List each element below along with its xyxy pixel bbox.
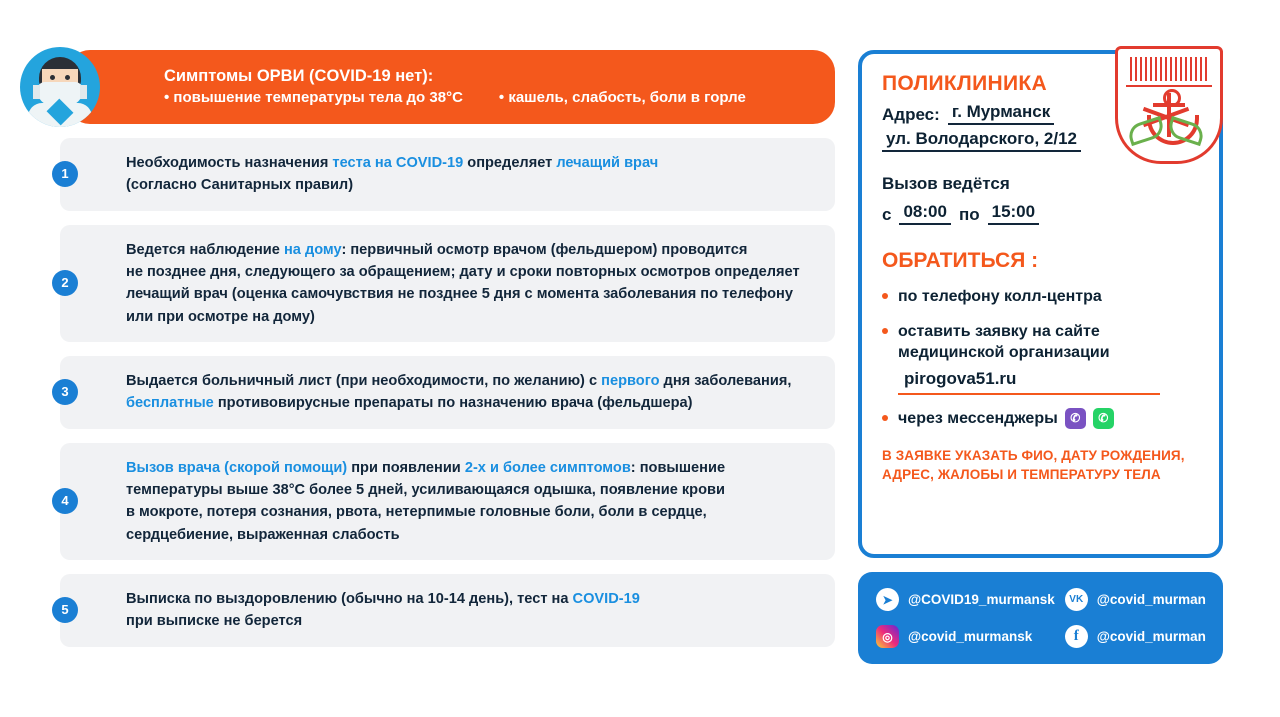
step-text-fragment: в мокроте, потеря сознания, рвота, нетерпимые головные боли, боли в сердце, [126, 504, 707, 521]
left-column [60, 50, 835, 647]
step-text-fragment: сердцебиение, выраженная слабость [126, 526, 400, 543]
step-item [60, 574, 835, 647]
banner-title: Симптомы ОРВИ (COVID-19 нет): [164, 66, 434, 85]
step-item [60, 443, 835, 560]
step-text-fragment: противовирусные препараты по назначению врача (фельдшера) [213, 395, 693, 412]
step-text-fragment: или при осмотре на дому) [126, 308, 315, 325]
step-number-badge: 4 [52, 488, 78, 514]
social-link[interactable] [1065, 588, 1206, 611]
murmansk-coat-of-arms-icon [1115, 46, 1223, 164]
step-item [60, 225, 835, 342]
social-handle: @covid_murman [1096, 592, 1206, 607]
social-link[interactable] [876, 588, 1055, 611]
step-number-badge: 2 [52, 270, 78, 296]
viber-icon[interactable]: ✆ [1065, 408, 1086, 429]
application-note-line: АДРЕС, ЖАЛОБЫ И ТЕМПЕРАТУРУ ТЕЛА [882, 466, 1161, 482]
contact-title: ОБРАТИТЬСЯ : [882, 249, 1039, 272]
to-label: по [958, 205, 980, 224]
clinic-website-link[interactable]: pirogova51.ru [898, 368, 1160, 395]
contact-item-call-center [882, 286, 1199, 308]
steps-list [60, 138, 835, 647]
step-text-fragment: определяет [463, 155, 557, 171]
from-label: с [882, 205, 892, 224]
step-text-fragment: Необходимость назначения [126, 155, 333, 171]
telegram-icon[interactable]: ➤ [876, 588, 899, 611]
step-text-fragment: на дому [283, 241, 342, 258]
whatsapp-icon[interactable]: ✆ [1093, 408, 1114, 429]
address-city: г. Мурманск [948, 102, 1054, 125]
call-hours-block [882, 174, 1199, 225]
banner-symptom-2: • кашель, слабость, боли в горле [498, 89, 746, 107]
social-handle: @covid_murman [1096, 629, 1206, 644]
symptoms-banner [68, 50, 835, 124]
call-label: Вызов ведётся [882, 174, 1010, 193]
step-text-fragment: (согласно Санитарных правил) [126, 177, 354, 194]
banner-symptom-list [164, 89, 817, 108]
right-column [858, 50, 1223, 664]
vk-icon[interactable]: VK [1065, 588, 1088, 611]
step-text-fragment: : повышение [630, 459, 726, 476]
facebook-icon[interactable]: f [1065, 625, 1088, 648]
call-time-row [882, 202, 1199, 225]
contact-item-website [882, 321, 1199, 395]
social-handle: @COVID19_murmansk [908, 592, 1055, 607]
banner-symptom-1: • повышение температуры тела до 38°C [164, 89, 463, 107]
step-text-fragment: : первичный осмотр врачом (фельдшером) проводится [341, 241, 748, 258]
step-text-fragment: лечащий врач [556, 155, 659, 171]
social-handle: @covid_murmansk [908, 629, 1033, 644]
doctor-mask-avatar-icon [20, 47, 100, 127]
step-text-fragment: Выписка по выздоровлению (обычно на 10-14 день), тест на [126, 590, 573, 607]
contact-item-messengers-label: через мессенджеры [898, 409, 1058, 427]
step-text-fragment: дня заболевания, [659, 372, 792, 389]
clinic-card [858, 50, 1223, 558]
step-text [126, 588, 817, 633]
step-number-badge: 1 [52, 161, 78, 187]
social-link[interactable] [876, 625, 1055, 648]
step-text-fragment: при появлении [347, 459, 465, 476]
time-to: 15:00 [988, 202, 1039, 225]
application-note-line: В ЗАЯВКЕ УКАЗАТЬ ФИО, ДАТУ РОЖДЕНИЯ, [882, 448, 1185, 464]
step-text-fragment: температуры выше 38°C более 5 дней, усиливающаяся одышка, появление крови [126, 481, 725, 498]
step-text-fragment: лечащий врач (оценка самочувствия не позднее 5 дня с момента заболевания по телефону [126, 286, 793, 303]
step-text-fragment: бесплатные [126, 395, 214, 412]
step-number-badge: 3 [52, 379, 78, 405]
instagram-icon[interactable]: ◎ [876, 625, 899, 648]
contact-item-website-label: оставить заявку на сайте [898, 322, 1100, 340]
step-text-fragment: не позднее дня, следующего за обращением; дату и сроки повторных осмотров определяет [126, 263, 800, 280]
step-number-badge: 5 [52, 597, 78, 623]
clinic-title: ПОЛИКЛИНИКА [882, 72, 1047, 95]
step-text [126, 239, 817, 328]
address-street: ул. Володарского, 2/12 [882, 129, 1081, 152]
step-text [126, 370, 817, 415]
step-text [126, 152, 817, 197]
step-item [60, 138, 835, 211]
contact-item-website-label2: медицинской организации [898, 344, 1110, 362]
step-text [126, 457, 817, 546]
contact-item-messengers [882, 408, 1199, 430]
step-text-fragment: COVID-19 [572, 590, 640, 607]
step-item [60, 356, 835, 429]
time-from: 08:00 [899, 202, 950, 225]
social-link[interactable] [1065, 625, 1206, 648]
address-label: Адрес: [882, 105, 940, 124]
step-text-fragment: Вызов врача (скорой помощи) [126, 459, 348, 476]
step-text-fragment: теста на COVID-19 [332, 155, 464, 171]
step-text-fragment: Выдается больничный лист (при необходимости, по желанию) с [126, 372, 602, 389]
step-text-fragment: 2-х и более симптомов [464, 459, 631, 476]
application-note [882, 447, 1199, 483]
social-bar [858, 572, 1223, 664]
contact-item-call-center-label: по телефону колл-центра [898, 288, 1102, 305]
step-text-fragment: Ведется наблюдение [126, 241, 284, 258]
step-text-fragment: при выписке не берется [126, 613, 303, 630]
step-text-fragment: первого [601, 372, 660, 389]
